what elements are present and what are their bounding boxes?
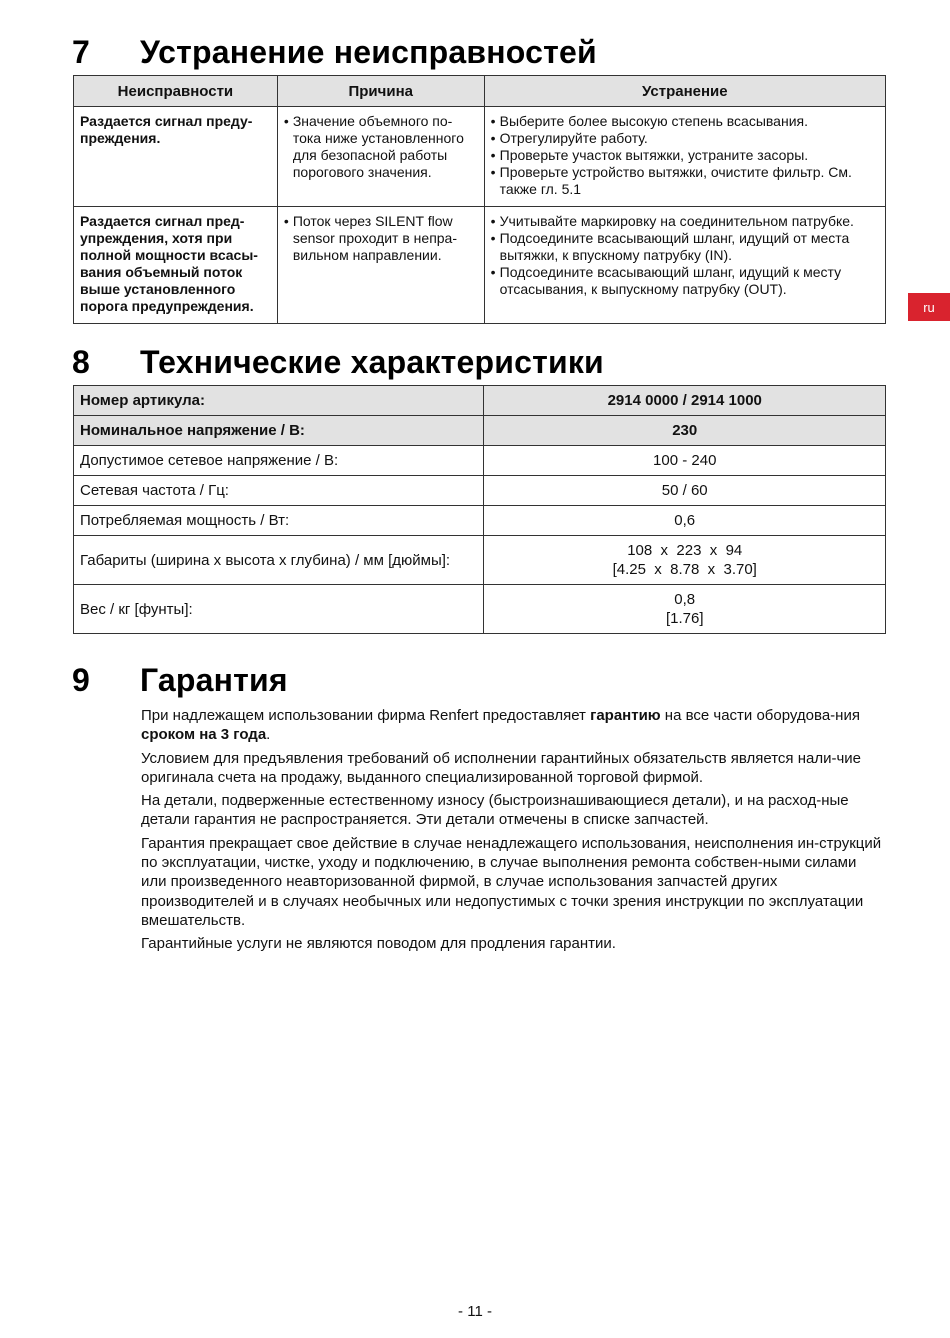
text-run: . [266,726,271,744]
weight-kg: 0,8 [674,591,696,608]
warranty-paragraph: Гарантия прекращает свое действие в случае ненадлежащего использования, неисполнения ин-струкций по эксплуатации, чистке, уходу и подключению, в случае выполнения ремонта собствен-ными силами или произведенного неавторизованной фирмой, в случае использования запчастей других производителей и в случаях необычных или недопустимых с точки зрения инструкции по эксплуатации вмешательств. [141,834,882,929]
list-item: • Выберите более высокую степень всасывания. [491,113,879,130]
section-9-heading [72,662,288,699]
section-number: 9 [72,662,90,698]
section-7-heading [72,34,597,71]
warranty-paragraph [141,706,885,745]
fix-cell [484,107,885,207]
list-item: • Значение объемного по-тока ниже установленного для безопасной работы порогового значения. [284,113,478,181]
list-item: • Поток через SILENT flow sensor проходит в непра-вильном направлении. [284,213,478,264]
list-item: • Подсоедините всасывающий шланг, идущий к месту отсасывания, к выпускному патрубку (OUT). [491,264,879,298]
table-row [74,476,886,506]
section-title: Устранение неисправностей [140,34,597,70]
language-tab: ru [908,293,950,321]
section-title: Технические характеристики [140,344,604,380]
table-row [74,416,886,446]
table-row [74,506,886,536]
dimensions-mm: 108 x 223 x 94 [627,542,743,559]
spec-value [484,585,886,634]
spec-label: Габариты (ширина x высота x глубина) / мм [дюймы]: [74,536,484,585]
spec-value: 50 / 60 [484,476,886,506]
warranty-paragraph: Условием для предъявления требований об исполнении гарантийных обязательств является нали-чие оригинала счета на продажу, выданного специализированной торговой фирмой. [141,749,861,786]
table-row [74,585,886,634]
fix-cell [484,207,885,324]
text-run: При надлежащем использовании фирма Renfert предоставляет [141,707,591,724]
troubleshooting-table [73,75,886,324]
section-8-heading [72,344,604,381]
column-header: Причина [277,76,484,107]
fault-cell: Раздается сигнал преду-преждения. [74,107,278,207]
spec-label: Допустимое сетевое напряжение / В: [74,446,484,476]
spec-value: 0,6 [484,506,886,536]
table-header-row [74,76,886,107]
weight-lb: [1.76] [665,610,704,627]
warranty-paragraph: На детали, подверженные естественному износу (быстроизнашивающиеся детали), и на расход-ные детали гарантия не распространяется. Эти детали отмечены в списке запчастей. [141,792,849,829]
text-run: на все части оборудова-ния [660,707,860,724]
cause-cell [277,207,484,324]
fault-cell: Раздается сигнал пред-упреждения, хотя при полной мощности всасы-вания объемный поток выше установленного порога предупреждения. [74,207,278,324]
spec-label: Номер артикула: [74,386,484,416]
table-row [74,107,886,207]
spec-label: Сетевая частота / Гц: [74,476,484,506]
spec-label: Вес / кг [фунты]: [74,585,484,634]
section-number: 7 [72,34,90,70]
section-number: 8 [72,344,90,380]
warranty-paragraph: Гарантийные услуги не являются поводом для продления гарантии. [141,935,616,953]
spec-value: 230 [484,416,886,446]
spec-label: Потребляемая мощность / Вт: [74,506,484,536]
spec-value [484,536,886,585]
table-row [74,446,886,476]
list-item: • Проверьте участок вытяжки, устраните засоры. [491,147,879,164]
warranty-text [141,706,885,958]
table-row [74,536,886,585]
section-title: Гарантия [140,662,288,698]
list-item: • Учитывайте маркировку на соединительном патрубке. [491,213,879,230]
cause-cell [277,107,484,207]
list-item: • Отрегулируйте работу. [491,130,879,147]
dimensions-inch: [4.25 x 8.78 x 3.70] [612,561,757,578]
text-run-bold: сроком на 3 года [141,726,267,744]
page-number: - 11 - [458,1303,492,1320]
table-row [74,207,886,324]
list-item: • Подсоедините всасывающий шланг, идущий от места вытяжки, к впускному патрубку (IN). [491,230,879,264]
column-header: Неисправности [74,76,278,107]
spec-value: 2914 0000 / 2914 1000 [484,386,886,416]
list-item: • Проверьте устройство вытяжки, очистите фильтр. См. также гл. 5.1 [491,164,879,198]
text-run-bold: гарантию [590,707,661,724]
spec-value: 100 - 240 [484,446,886,476]
spec-label: Номинальное напряжение / В: [74,416,484,446]
specs-table [73,385,886,634]
column-header: Устранение [484,76,885,107]
table-row [74,386,886,416]
